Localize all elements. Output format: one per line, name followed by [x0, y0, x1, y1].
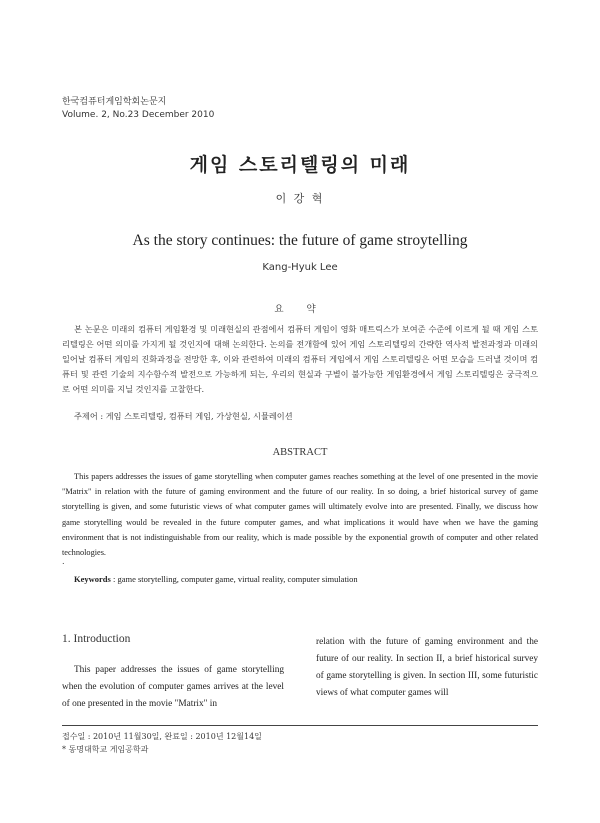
- keywords-label: Keywords: [74, 574, 111, 584]
- section-heading: 1. Introduction: [62, 633, 131, 645]
- footnote: [62, 730, 262, 756]
- abstract-en-body: This papers addresses the issues of game storytelling when computer games reaches something at the level of one presented in the movie "Matrix" in relation with the future of gaming environment and the future of our reality. In so doing, a brief historical survey of game storytelling is given, and some futuristic views of what computer games will ultimately evolve into are presented. Finally, we discuss how game storytelling would be revealed in the future computer games, and what implications it would have when we have the gaming environment that is not indistinguishable from our reality, which is made possible by the exponential growth of computer and other related technologies.: [62, 472, 538, 558]
- author-english: Kang-Hyuk Lee: [262, 262, 338, 273]
- keywords-text: : game storytelling, computer game, virtual reality, computer simulation: [110, 574, 358, 584]
- author-korean: 이 강 혁: [275, 192, 325, 205]
- paper-title-english: As the story continues: the future of game stroytelling: [132, 232, 468, 249]
- footnote-dates: 접수일 : 2010년 11월30일, 완료일 : 2010년 12월14일: [62, 732, 262, 741]
- volume-info: Volume. 2, No.23 December 2010: [62, 110, 215, 120]
- journal-name: 한국컴퓨터게임학회논문지: [62, 97, 167, 107]
- abstract-en-heading: ABSTRACT: [272, 447, 328, 458]
- abstract-ko-heading: 요 약: [274, 304, 326, 315]
- separator-dot: .: [62, 557, 65, 566]
- journal-header: [62, 96, 214, 122]
- footnote-affiliation: * 동명대학교 게임공학과: [62, 745, 149, 754]
- keywords-english: [74, 574, 358, 584]
- keywords-korean: 주제어 : 게임 스토리텔링, 컴퓨터 게임, 가상현실, 시뮬레이션: [74, 411, 293, 421]
- footnote-divider: [62, 725, 538, 726]
- intro-right-column: relation with the future of gaming environment and the future of our reality. In section II, a brief historical survey of game storytelling is given. In section III, some futuristic views of what computer games will: [316, 637, 538, 698]
- intro-left-column: This paper addresses the issues of game storytelling when the evolution of computer games arrives at the level of one presented in the movie "Matrix" in: [62, 665, 284, 709]
- abstract-ko-body: 본 논문은 미래의 컴퓨터 게임환경 및 미래현실의 관점에서 컴퓨터 게임이 영화 매트릭스가 보여준 수준에 이르게 될 때 게임 스토리텔링은 어떤 의미를 가지게 될 것인지에 대해 논의한다. 논의를 전개함에 있어 게임 스토리텔링의 간략한 역사적 발전과정과 미래의 일어날 컴퓨터 게임의 진화과정을 전망한 후, 이와 관련하여 미래의 컴퓨터 게임에서 게임 스토리텔링은 어떤 모습을 드러낼 것이며 컴퓨터 및 관련 기술의 지수함수적 발전으로 가능하게 되는, 우리의 현실과 구별이 불가능한 게임환경에서 게임 스토리텔링은 궁극적으로 어떤 의미를 지닐 것인지를 고찰한다.: [62, 324, 538, 394]
- paper-title-korean: 게임 스토리텔링의 미래: [189, 154, 411, 176]
